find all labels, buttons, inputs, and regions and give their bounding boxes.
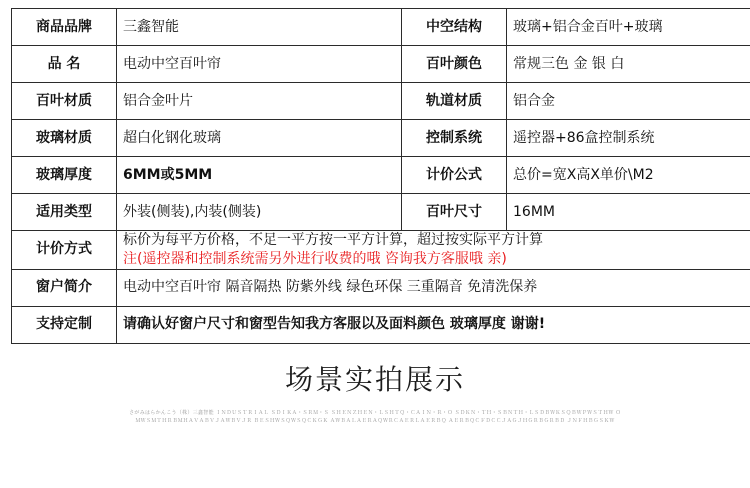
row-label-blind-material: 百叶材质	[12, 83, 117, 120]
row-value-track-material: 铝合金	[507, 83, 750, 120]
row-label-blind-color: 百叶颜色	[402, 46, 507, 83]
row-value-glass-material: 超白化钢化玻璃	[117, 120, 402, 157]
row-label-product-name: 品 名	[12, 46, 117, 83]
table-row	[12, 9, 750, 46]
row-value-customization: 请确认好窗户尺寸和窗型告知我方客服以及面料颜色 玻璃厚度 谢谢!	[117, 306, 750, 343]
table-row	[12, 306, 750, 343]
specification-table	[11, 8, 750, 344]
table-row	[12, 194, 750, 231]
watermark-line-1: さがみはらかんこう（株）三鑫智能 ＩＮＤＵＳＴＲＩＡＬ ＳＤＩＫＡ・ＳＲＭ・Ｓ ＳＨＥＮＺＨＥＮ・ＬＳＨＴＱ・ＣＡＩＮ・Ｒ・Ｏ ＳＤＫＮ・ＴＨ・ＳＢＮＴＨ・ＬＳＤＢＷＫＳＱＢＷＰＷＳＴＨＷ Ｏ	[0, 409, 750, 417]
row-value-window-intro: 电动中空百叶帘 隔音隔热 防紫外线 绿色环保 三重隔音 免清洗保养	[117, 269, 750, 306]
row-value-control-system: 遥控器+86盒控制系统	[507, 120, 750, 157]
table-row	[12, 157, 750, 194]
table-row	[12, 46, 750, 83]
section-caption: 场景实拍展示	[0, 358, 750, 398]
row-value-hollow-structure: 玻璃+铝合金百叶+玻璃	[507, 9, 750, 46]
row-label-pricing-method: 计价方式	[12, 231, 117, 270]
row-label-customization: 支持定制	[12, 306, 117, 343]
row-label-glass-material: 玻璃材质	[12, 120, 117, 157]
row-value-blind-color: 常规三色 金 银 白	[507, 46, 750, 83]
table-row	[12, 120, 750, 157]
row-value-blind-size: 16MM	[507, 194, 750, 231]
row-label-control-system: 控制系统	[402, 120, 507, 157]
pricing-method-line-1: 标价为每平方价格，不足一平方按一平方计算，超过按实际平方计算	[123, 231, 750, 250]
table-row	[12, 83, 750, 120]
table-row	[12, 231, 750, 270]
row-label-window-intro: 窗户简介	[12, 269, 117, 306]
watermark-line-2: ＭＷＳＭＴＨＲＢＭＨＡＶＡＢＶＪＡＷＢＶＪＲ ＢＥＳＨＷＳＱＷＳＱＣＫＧＫ ＡＷＢＡＬＡＥＲＡＱＷＲＣＡＥＲＬＡＥＲＢＱ ＡＥＲＢＱＣＦＤＣＣＪＡＧＪＨＧＲＢＧＲＢＤ ＪＮＦＨＢＧＳＫＷ	[0, 417, 750, 425]
row-value-product-name: 电动中空百叶帘	[117, 46, 402, 83]
row-label-application-type: 适用类型	[12, 194, 117, 231]
spec-sheet	[0, 8, 750, 488]
table-row	[12, 269, 750, 306]
table-body	[12, 9, 750, 344]
row-label-hollow-structure: 中空结构	[402, 9, 507, 46]
row-value-pricing-method	[117, 231, 750, 270]
row-label-brand: 商品品牌	[12, 9, 117, 46]
row-label-glass-thickness: 玻璃厚度	[12, 157, 117, 194]
row-value-application-type: 外装(侧装),内装(侧装)	[117, 194, 402, 231]
watermark-text	[0, 409, 750, 425]
row-value-price-formula: 总价=宽X高X单价\M2	[507, 157, 750, 194]
row-value-blind-material: 铝合金叶片	[117, 83, 402, 120]
row-value-glass-thickness: 6MM或5MM	[117, 157, 402, 194]
row-label-price-formula: 计价公式	[402, 157, 507, 194]
row-value-brand: 三鑫智能	[117, 9, 402, 46]
row-label-track-material: 轨道材质	[402, 83, 507, 120]
pricing-method-line-2: 注(遥控器和控制系统需另外进行收费的哦 咨询我方客服哦 亲)	[123, 250, 750, 269]
row-label-blind-size: 百叶尺寸	[402, 194, 507, 231]
